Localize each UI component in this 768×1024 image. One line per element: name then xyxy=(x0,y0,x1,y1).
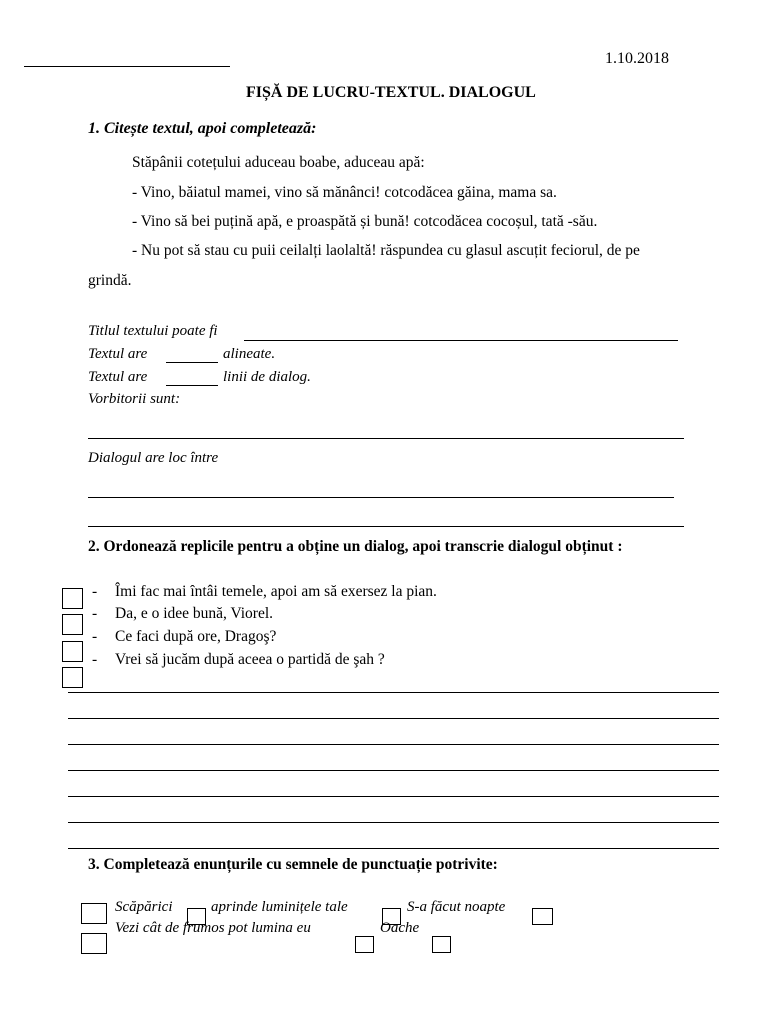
sentence2-part1: Vezi cât de frumos pot lumina eu xyxy=(115,920,311,936)
title-answer-line[interactable] xyxy=(244,340,678,341)
reply-1: Îmi fac mai întâi temele, apoi am să exersez la pian. xyxy=(115,583,437,600)
paragraphs-blank[interactable] xyxy=(166,362,218,363)
text-line-4: - Nu pot să stau cu puii ceilalți laolaltă! răspundea cu glasul ascuțit feciorul, de pe xyxy=(132,242,640,259)
dialog-lines-prefix: Textul are xyxy=(88,369,148,385)
dialog-between-prompt: Dialogul are loc între xyxy=(88,450,219,466)
exercise2-heading: 2. Ordonează replicile pentru a obține un dialog, apoi transcrie dialogul obținut : xyxy=(88,538,623,555)
transcript-line-1[interactable] xyxy=(68,692,719,693)
transcript-line-3[interactable] xyxy=(68,744,719,745)
sentence2-part2: Oache xyxy=(380,920,420,936)
order-box-1[interactable] xyxy=(62,588,83,609)
paragraphs-suffix: alineate. xyxy=(223,346,276,362)
punct-box-7[interactable] xyxy=(432,936,451,953)
reply-3: Ce faci după ore, Dragoş? xyxy=(115,628,277,645)
punct-box-5[interactable] xyxy=(81,933,107,954)
exercise1-heading: 1. Citește textul, apoi completează: xyxy=(88,120,317,137)
transcript-line-2[interactable] xyxy=(68,718,719,719)
sentence1-part1: Scăpărici xyxy=(115,899,173,915)
dialog-lines-suffix: linii de dialog. xyxy=(223,369,311,385)
reply-4: Vrei să jucăm după aceea o partidă de şah ? xyxy=(115,651,385,668)
dialog-between-line-2[interactable] xyxy=(88,526,684,527)
name-blank-line[interactable] xyxy=(24,66,230,67)
text-line-3: - Vino să bei puțină apă, e proaspătă și bună! cotcodăcea cocoșul, tată -său. xyxy=(132,213,598,230)
title-prompt: Titlul textului poate fi xyxy=(88,323,218,339)
order-box-3[interactable] xyxy=(62,641,83,662)
transcript-line-5[interactable] xyxy=(68,796,719,797)
sentence1-part3: S-a făcut noapte xyxy=(407,899,506,915)
reply-dash-2: - xyxy=(92,605,98,622)
text-line-2: - Vino, băiatul mamei, vino să mănânci! cotcodăcea găina, mama sa. xyxy=(132,184,557,201)
speakers-prompt: Vorbitorii sunt: xyxy=(88,391,181,407)
transcript-line-6[interactable] xyxy=(68,822,719,823)
reply-dash-4: - xyxy=(92,651,98,668)
punct-box-1[interactable] xyxy=(81,903,107,924)
reply-2: Da, e o idee bună, Viorel. xyxy=(115,605,274,622)
exercise3-heading: 3. Completează enunțurile cu semnele de punctuație potrivite: xyxy=(88,856,498,873)
transcript-line-4[interactable] xyxy=(68,770,719,771)
text-line-1: Stăpânii cotețului aduceau boabe, aduceau apă: xyxy=(132,154,425,171)
paragraphs-prefix: Textul are xyxy=(88,346,148,362)
order-box-2[interactable] xyxy=(62,614,83,635)
reply-dash-3: - xyxy=(92,628,98,645)
dialog-between-line-1[interactable] xyxy=(88,497,674,498)
text-line-5: grindă. xyxy=(88,272,132,289)
dialog-lines-blank[interactable] xyxy=(166,385,218,386)
sentence1-part2: aprinde luminițele tale xyxy=(211,899,348,915)
worksheet-title: FIȘĂ DE LUCRU-TEXTUL. DIALOGUL xyxy=(246,84,536,101)
punct-box-6[interactable] xyxy=(355,936,374,953)
speakers-answer-line[interactable] xyxy=(88,438,684,439)
reply-dash-1: - xyxy=(92,583,98,600)
punct-box-4[interactable] xyxy=(532,908,553,925)
worksheet-date: 1.10.2018 xyxy=(605,50,669,67)
order-box-4[interactable] xyxy=(62,667,83,688)
transcript-line-7[interactable] xyxy=(68,848,719,849)
